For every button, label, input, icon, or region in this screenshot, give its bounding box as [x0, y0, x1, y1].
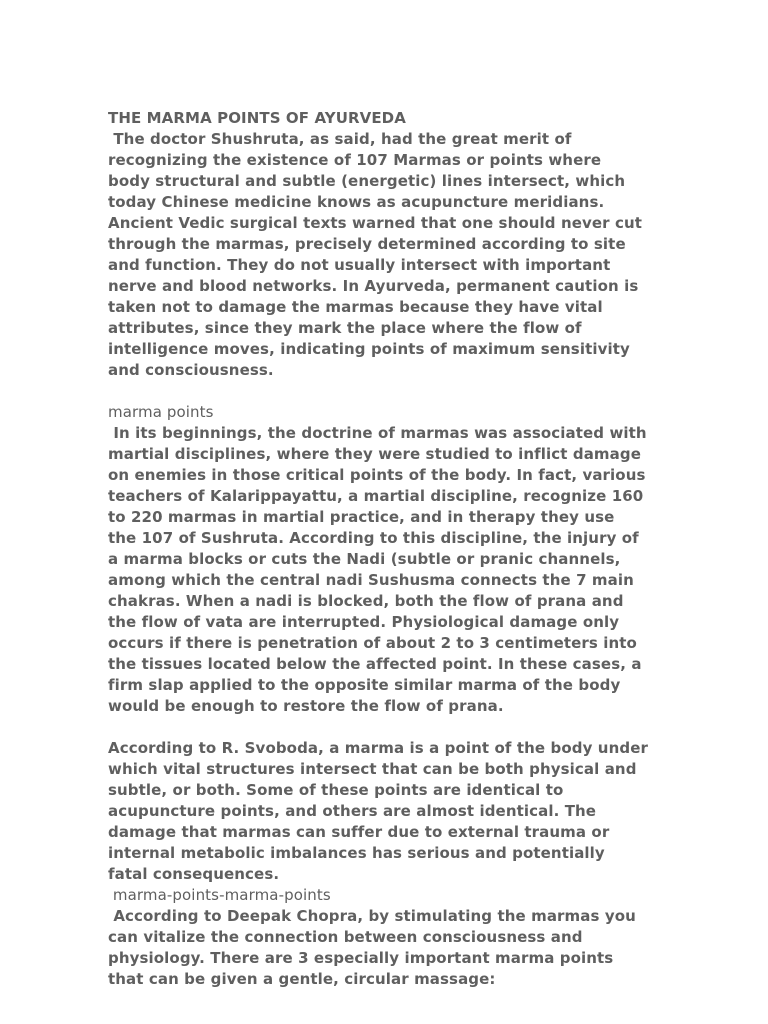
paragraph-martial: In its beginnings, the doctrine of marmas was associated with martial disciplines, where they were studied to inflict damage on enemies in those critical points of the body. In fact, various teachers of Kalarippayattu, a martial discipline, recognize 160 to 220 marmas in martial practice, and in therapy they use the 107 of Sushruta. According to this discipline, the injury of a marma blocks or cuts the Nadi (subtle or pranic channels, among which the central nadi Sushusma connects the 7 main chakras. When a nadi is blocked, both the flow of prana and the flow of vata are interrupted. Physiological damage only occurs if there is penetration of about 2 to 3 centimeters into the tissues located below the affected point. In these cases, a firm slap applied to the opposite similar marma of the body would be enough to restore the flow of prana. [108, 424, 653, 715]
paragraph-gap [108, 717, 648, 738]
paragraph-chopra: According to Deepak Chopra, by stimulating the marmas you can vitalize the connection between consciousness and physiology. There are 3 especially important marma points that can be given a gentle, circular massage: [108, 907, 642, 988]
image-caption-marma-points-marma-points: marma-points-marma-points [108, 886, 331, 904]
paragraph-svoboda: According to R. Svoboda, a marma is a point of the body under which vital structures intersect that can be both physical and subtle, or both. Some of these points are identical to acupuncture points, and others are almost identical. The damage that marmas can suffer due to external trauma or internal metabolic imbalances has serious and potentially fatal consequences. [108, 739, 654, 883]
paragraph-gap [108, 381, 648, 402]
document-title: THE MARMA POINTS OF AYURVEDA [108, 109, 406, 127]
document-body [108, 108, 654, 990]
paragraph-intro: The doctor Shushruta, as said, had the great merit of recognizing the existence of 107 Marmas or points where body structural and subtle (energetic) lines intersect, which today Chinese medicine knows as acupuncture meridians. Ancient Vedic surgical texts warned that one should never cut through the marmas, precisely determined according to site and function. They do not usually intersect with important nerve and blood networks. In Ayurveda, permanent caution is taken not to damage the marmas because they have vital attributes, since they mark the place where the flow of intelligence moves, indicating points of maximum sensitivity and consciousness. [108, 130, 648, 379]
image-caption-marma-points: marma points [108, 403, 214, 421]
